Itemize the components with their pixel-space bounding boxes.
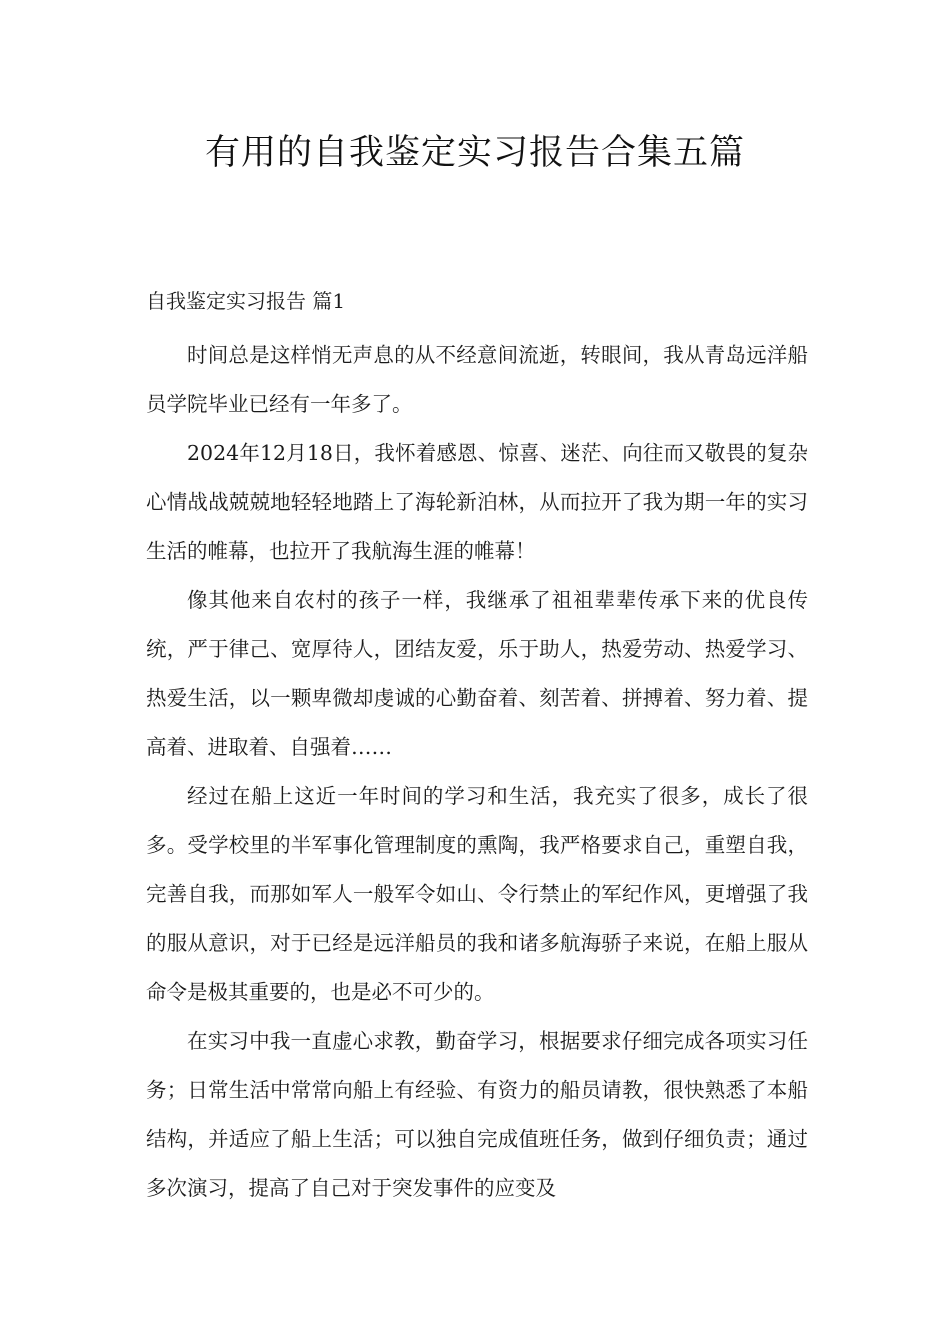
section-heading: 自我鉴定实习报告 篇1 xyxy=(146,289,346,313)
document-title: 有用的自我鉴定实习报告合集五篇 xyxy=(204,133,745,173)
paragraph-1: 时间总是这样悄无声息的从不经意间流逝，转眼间，我从青岛远洋船员学院毕业已经有一年多了。 xyxy=(146,343,808,416)
paragraph-4: 经过在船上这近一年时间的学习和生活，我充实了很多，成长了很多。受学校里的半军事化管理制度的熏陶，我严格要求自己，重塑自我，完善自我，而那如军人一般军令如山、令行禁止的军纪作风，更增强了我的服从意识，对于已经是远洋船员的我和诸多航海骄子来说，在船上服从命令是极其重要的，也是必不可少的。 xyxy=(146,784,808,1004)
paragraph-3: 像其他来自农村的孩子一样，我继承了祖祖辈辈传承下来的优良传统，严于律己、宽厚待人，团结友爱，乐于助人，热爱劳动、热爱学习、热爱生活，以一颗卑微却虔诚的心勤奋着、刻苦着、拼搏着、努力着、提高着、进取着、自强着…… xyxy=(146,588,808,759)
paragraph-2: 2024年12月18日，我怀着感恩、惊喜、迷茫、向往而又敬畏的复杂心情战战兢兢地轻轻地踏上了海轮新泊林，从而拉开了我为期一年的实习生活的帷幕，也拉开了我航海生涯的帷幕！ xyxy=(146,441,808,563)
document-body xyxy=(146,331,808,1213)
paragraph-5: 在实习中我一直虚心求教，勤奋学习，根据要求仔细完成各项实习任务；日常生活中常常向船上有经验、有资力的船员请教，很快熟悉了本船结构，并适应了船上生活；可以独自完成值班任务，做到仔细负责；通过多次演习，提高了自己对于突发事件的应变及 xyxy=(146,1029,808,1200)
